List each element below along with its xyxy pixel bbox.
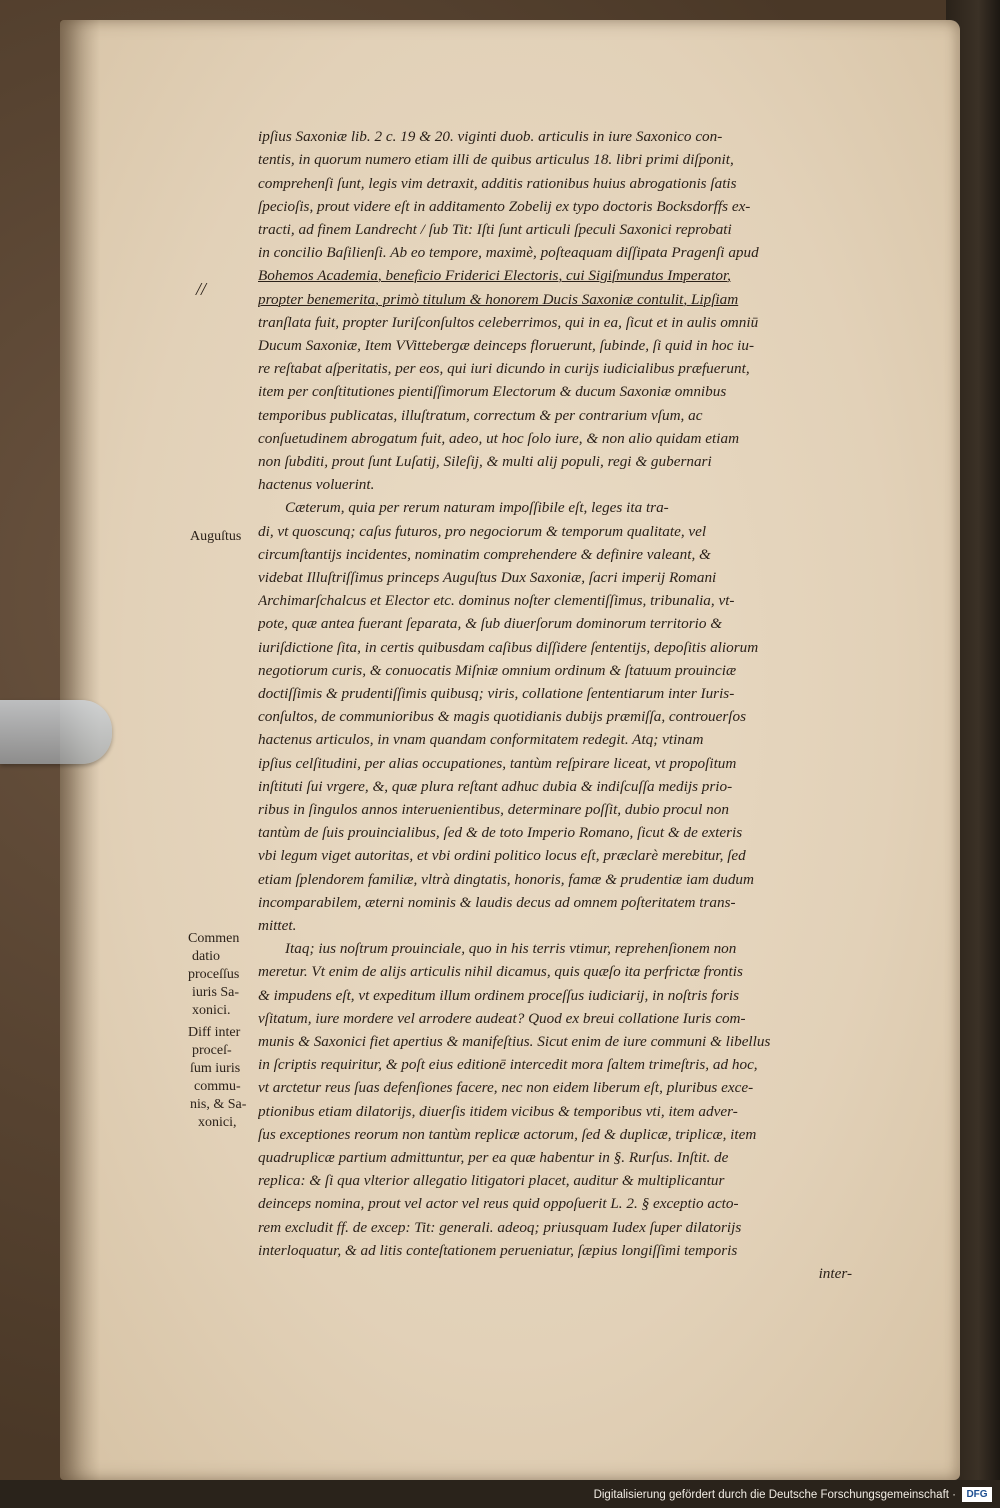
text-line: ſus exceptiones reorum non tantùm replicæ actorum, ſed & duplicæ, triplicæ, item: [258, 1126, 757, 1143]
margin-line: iuris Sa-: [192, 985, 240, 1000]
text-line: inſtituti ſui vrgere, &, quæ plura reſtant adhuc dubia & indiſcuſſa medijs prio-: [258, 778, 733, 795]
margin-mark: //: [196, 279, 207, 299]
margin-line: proceſſus: [188, 967, 240, 982]
text-line: doctiſſimis & prudentiſſimis quibusq; viris, collatione ſententiarum inter Iuris-: [258, 685, 735, 702]
text-line: ipſius Saxoniæ lib. 2 c. 19 & 20. viginti duob. articulis in iure Saxonico con-: [258, 128, 723, 145]
text-line: tantùm de ſuis prouincialibus, ſed & de toto Imperio Romano, ſicut & de exteris: [258, 824, 743, 841]
text-line: pote, quæ antea fuerant ſeparata, & ſub diuerſorum dominorum territorio &: [258, 615, 723, 632]
text-line: in concilio Baſilienſi. Ab eo tempore, maximè, poſteaquam diſſipata Pragenſi apud: [258, 244, 759, 261]
text-line: replica: & ſi qua vlterior allegatio litigatori placet, auditur & multiplicantur: [258, 1172, 725, 1189]
text-line: conſuetudinem abrogatum fuit, adeo, ut hoc ſolo iure, & non alio quidam etiam: [258, 430, 740, 447]
text-line: conſultos, de communioribus & magis quotidianis dubijs præmiſſa, controuerſos: [258, 708, 746, 725]
text-line: tentis, in quorum numero etiam illi de quibus articulus 18. libri primi diſponit,: [258, 151, 734, 168]
text-line: comprehenſi ſunt, legis vim detraxit, additis rationibus huius abrogationis ſatis: [258, 175, 737, 192]
text-line: in ſcriptis requiritur, & poſt eius editionē intercedit mora ſaltem trimeſtris, ad hoc,: [258, 1056, 758, 1073]
margin-line: Commen: [188, 931, 240, 946]
page-clip: [0, 700, 112, 764]
text-line: munis & Saxonici fiet apertius & manifeſtius. Sicut enim de iure communi & libellus: [258, 1033, 771, 1050]
text-line: Ducum Saxoniæ, Item VVittebergæ deinceps floruerunt, ſubinde, ſi quid in hoc iu-: [258, 337, 755, 354]
text-line: videbat Illuſtriſſimus princeps Auguſtus Dux Saxoniæ, ſacri imperij Romani: [258, 569, 717, 586]
text-line: tracti, ad finem Landrecht / ſub Tit: Iſti ſunt articuli ſpeculi Saxonici reprobati: [258, 221, 732, 238]
footer-credit: Digitalisierung gefördert durch die Deutsche Forschungsgemeinschaft ·: [593, 1489, 956, 1501]
text-line: hactenus voluerint.: [258, 476, 375, 493]
text-line: meretur. Vt enim de alijs articulis nihil dicamus, quis quæſo ita perfrictæ frontis: [258, 963, 743, 980]
margin-line: xonici,: [198, 1115, 237, 1130]
text-line: non ſubditi, prout ſunt Luſatij, Sileſij, & multi alij populi, regi & gubernari: [258, 453, 712, 470]
margin-line: Diff inter: [188, 1025, 241, 1040]
text-line: vſitatum, iure mordere vel arrodere audeat? Quod ex breui collatione Iuris com-: [258, 1010, 746, 1027]
text-line: re reſtabat aſperitatis, per eos, qui iuri dicundo in curijs iudicialibus præfuerunt,: [258, 360, 750, 377]
text-line: propter benemerita, primò titulum & honorem Ducis Saxoniæ contulit, Lipſiam: [258, 291, 739, 308]
text-line: negotiorum curis, & conuocatis Miſniæ omnium ordinum & ſtatuum prouinciæ: [258, 662, 737, 679]
text-line: Bohemos Academia, beneficio Friderici Electoris, cui Sigiſmundus Imperator,: [258, 267, 731, 284]
text-line: ipſius celſitudini, per alias occupationes, tantùm reſpirare liceat, vt propoſitum: [258, 755, 737, 772]
text-line: quadruplicæ partium admittuntur, per ea quæ habentur in §. Rurſus. Inſtit. de: [258, 1149, 729, 1166]
text-line: etiam ſplendorem familiæ, vltrà dingtatis, honoris, famæ & prudentiæ iam dudum: [258, 871, 754, 888]
text-line: Archimarſchalcus et Elector etc. dominus noſter clementiſſimus, tribunalia, vt-: [258, 592, 735, 609]
text-line: tranſlata fuit, propter Iuriſconſultos celeberrimos, qui in ea, ſicut et in aulis omniū: [258, 314, 759, 331]
text-line: vbi legum viget autoritas, et vbi ordini politico locus eſt, præclarè merebitur, ſed: [258, 847, 746, 864]
text-line: ſpecioſis, prout videre eſt in additamento Zobelij ex typo doctoris Bocksdorffs ex-: [258, 198, 751, 215]
text-line: temporibus publicatas, illuſtratum, correctum & per contrarium vſum, ac: [258, 407, 703, 424]
margin-line: commu-: [194, 1079, 241, 1094]
margin-line: datio: [192, 949, 220, 964]
text-line: iuriſdictione ſita, in certis quibusdam caſibus diſſidere ſententijs, depoſitis aliorum: [258, 639, 759, 656]
margin-note-augustus: Auguſtus: [190, 529, 242, 544]
dfg-logo: DFG: [962, 1487, 992, 1502]
text-line: ribus in ſingulos annos interuenientibus, determinare poſſit, dubio procul non: [258, 801, 729, 818]
text-line: & impudens eſt, vt expeditum illum ordinem proceſſus iudiciarij, in noſtris foris: [258, 987, 740, 1004]
text-line: interloquatur, & ad litis conteſtationem perueniatur, ſæpius longiſſimi temporis: [258, 1242, 738, 1259]
text-line: vt arctetur reus ſuas defenſiones facere, nec non eidem liberum eſt, pluribus exce-: [258, 1079, 754, 1096]
text-line: incomparabilem, æterni nominis & laudis decus ad omnem poſteritatem trans-: [258, 894, 736, 911]
text-line: mittet.: [258, 917, 297, 934]
catchword: inter-: [818, 1265, 852, 1282]
text-line: Itaq; ius noſtrum prouinciale, quo in his terris vtimur, reprehenſionem non: [285, 940, 737, 957]
margin-line: proceſ-: [192, 1043, 232, 1058]
text-line: deinceps nomina, prout vel actor vel reus quid oppoſuerit L. 2. § exceptio acto-: [258, 1195, 739, 1212]
margin-line: nis, & Sa-: [190, 1097, 247, 1112]
text-line: rem excludit ff. de excep: Tit: generali. adeoq; priusquam Iudex ſuper dilatorijs: [258, 1219, 742, 1236]
margin-line: xonici.: [192, 1003, 231, 1018]
text-line: ptionibus etiam dilatorijs, diuerſis itidem vicibus & temporibus vti, item adver-: [258, 1103, 738, 1120]
text-line: item per conſtitutiones pientiſſimorum Electorum & ducum Saxoniæ omnibus: [258, 383, 727, 400]
text-line: circumſtantijs incidentes, nominatim comprehendere & definire valeant, &: [258, 546, 711, 563]
text-line: Cæterum, quia per rerum naturam impoſſibile eſt, leges ita tra-: [285, 499, 669, 516]
margin-line: ſum iuris: [190, 1061, 241, 1076]
text-line: di, vt quoscunq; caſus futuros, pro negociorum & temporum qualitate, vel: [258, 523, 707, 540]
text-line: hactenus articulos, in vnam quandam conformitatem redegit. Atq; vtinam: [258, 731, 704, 748]
